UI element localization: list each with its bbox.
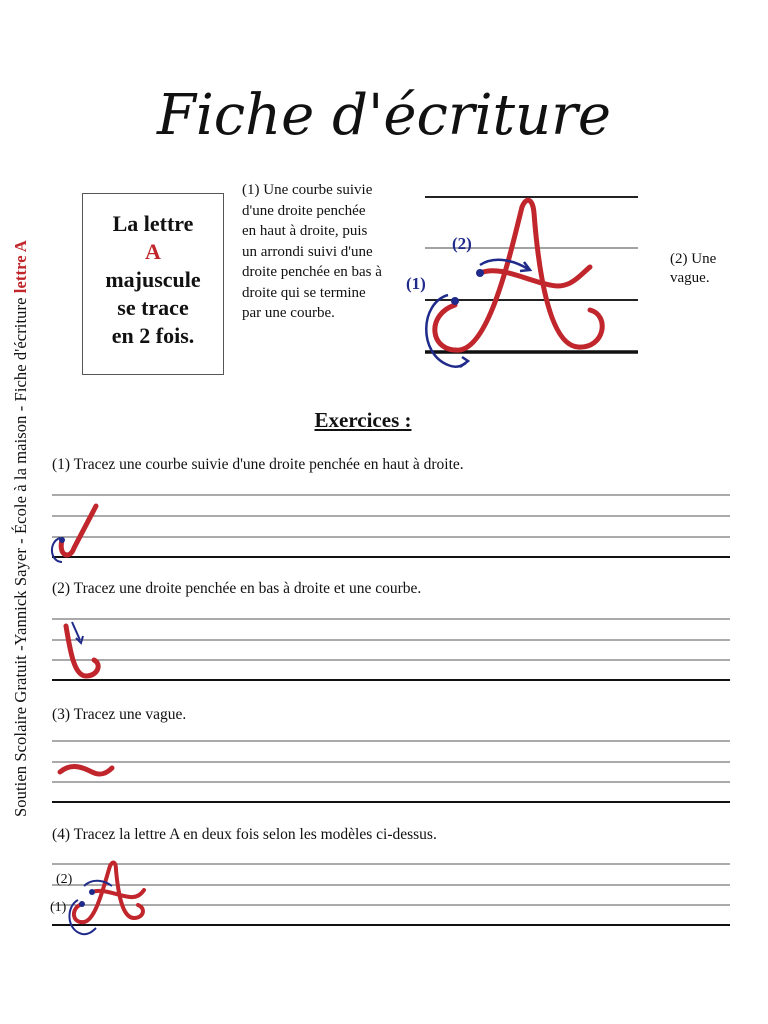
start-dot-2 [476,269,484,277]
page-title [0,72,768,162]
exercise-4-lines [52,864,730,925]
exercise-1-instruction: (1) Tracez une courbe suivie d'une droite penchée en haut à droite. [52,456,464,473]
exercise-1-lines [52,495,730,557]
exercise-3-instruction: (3) Tracez une vague. [52,706,187,723]
sidebar-credit [11,240,35,817]
arrow-1-icon [426,295,466,367]
letter-a-stroke-2 [480,267,590,286]
exercise-4-model [69,863,144,935]
arrow-1-head-icon [460,357,468,367]
intro-line-5: en 2 fois. [111,323,195,348]
intro-box [82,193,224,375]
intro-line-3: majuscule [105,267,201,292]
start-dot-1 [451,297,459,305]
intro-letter: A [145,239,161,264]
exercise-2-model [66,622,98,676]
intro-line-1: La lettre [112,211,194,236]
ex4-label-1: (1) [50,900,67,915]
sidebar-credit-text: Soutien Scolaire Gratuit -Yannick Sayer - École à la maison - Fiche d'écriture [11,297,30,817]
title-text: Fiche d'écriture [156,83,612,148]
exercise-1-model [52,506,96,562]
intro-line-4: se trace [117,295,189,320]
exercises-heading-text: Exercices : [314,408,412,432]
stroke-description: (1) Une courbe suivie d'une droite penchée en haut à droite, puis un arrondi suivi d'une droite penchée en bas à droite qui se termine par une courbe. [242,182,382,321]
exercise-2-instruction: (2) Tracez une droite penchée en bas à droite et une courbe. [52,580,422,597]
ex4-label-2: (2) [56,872,73,887]
exercise-4-instruction: (4) Tracez la lettre A en deux fois selon les modèles ci-dessus. [52,826,437,843]
model-label-2: (2) [452,234,472,253]
wave-note: (2) Une vague. [670,251,717,286]
model-letter-a [400,185,650,380]
exercise-2-lines [52,619,730,680]
sidebar-credit-highlight: lettre A [11,240,30,294]
exercise-3-model [60,767,112,775]
exercises-heading [0,408,726,433]
exercise-3-lines [52,741,730,802]
model-label-1: (1) [406,274,426,293]
